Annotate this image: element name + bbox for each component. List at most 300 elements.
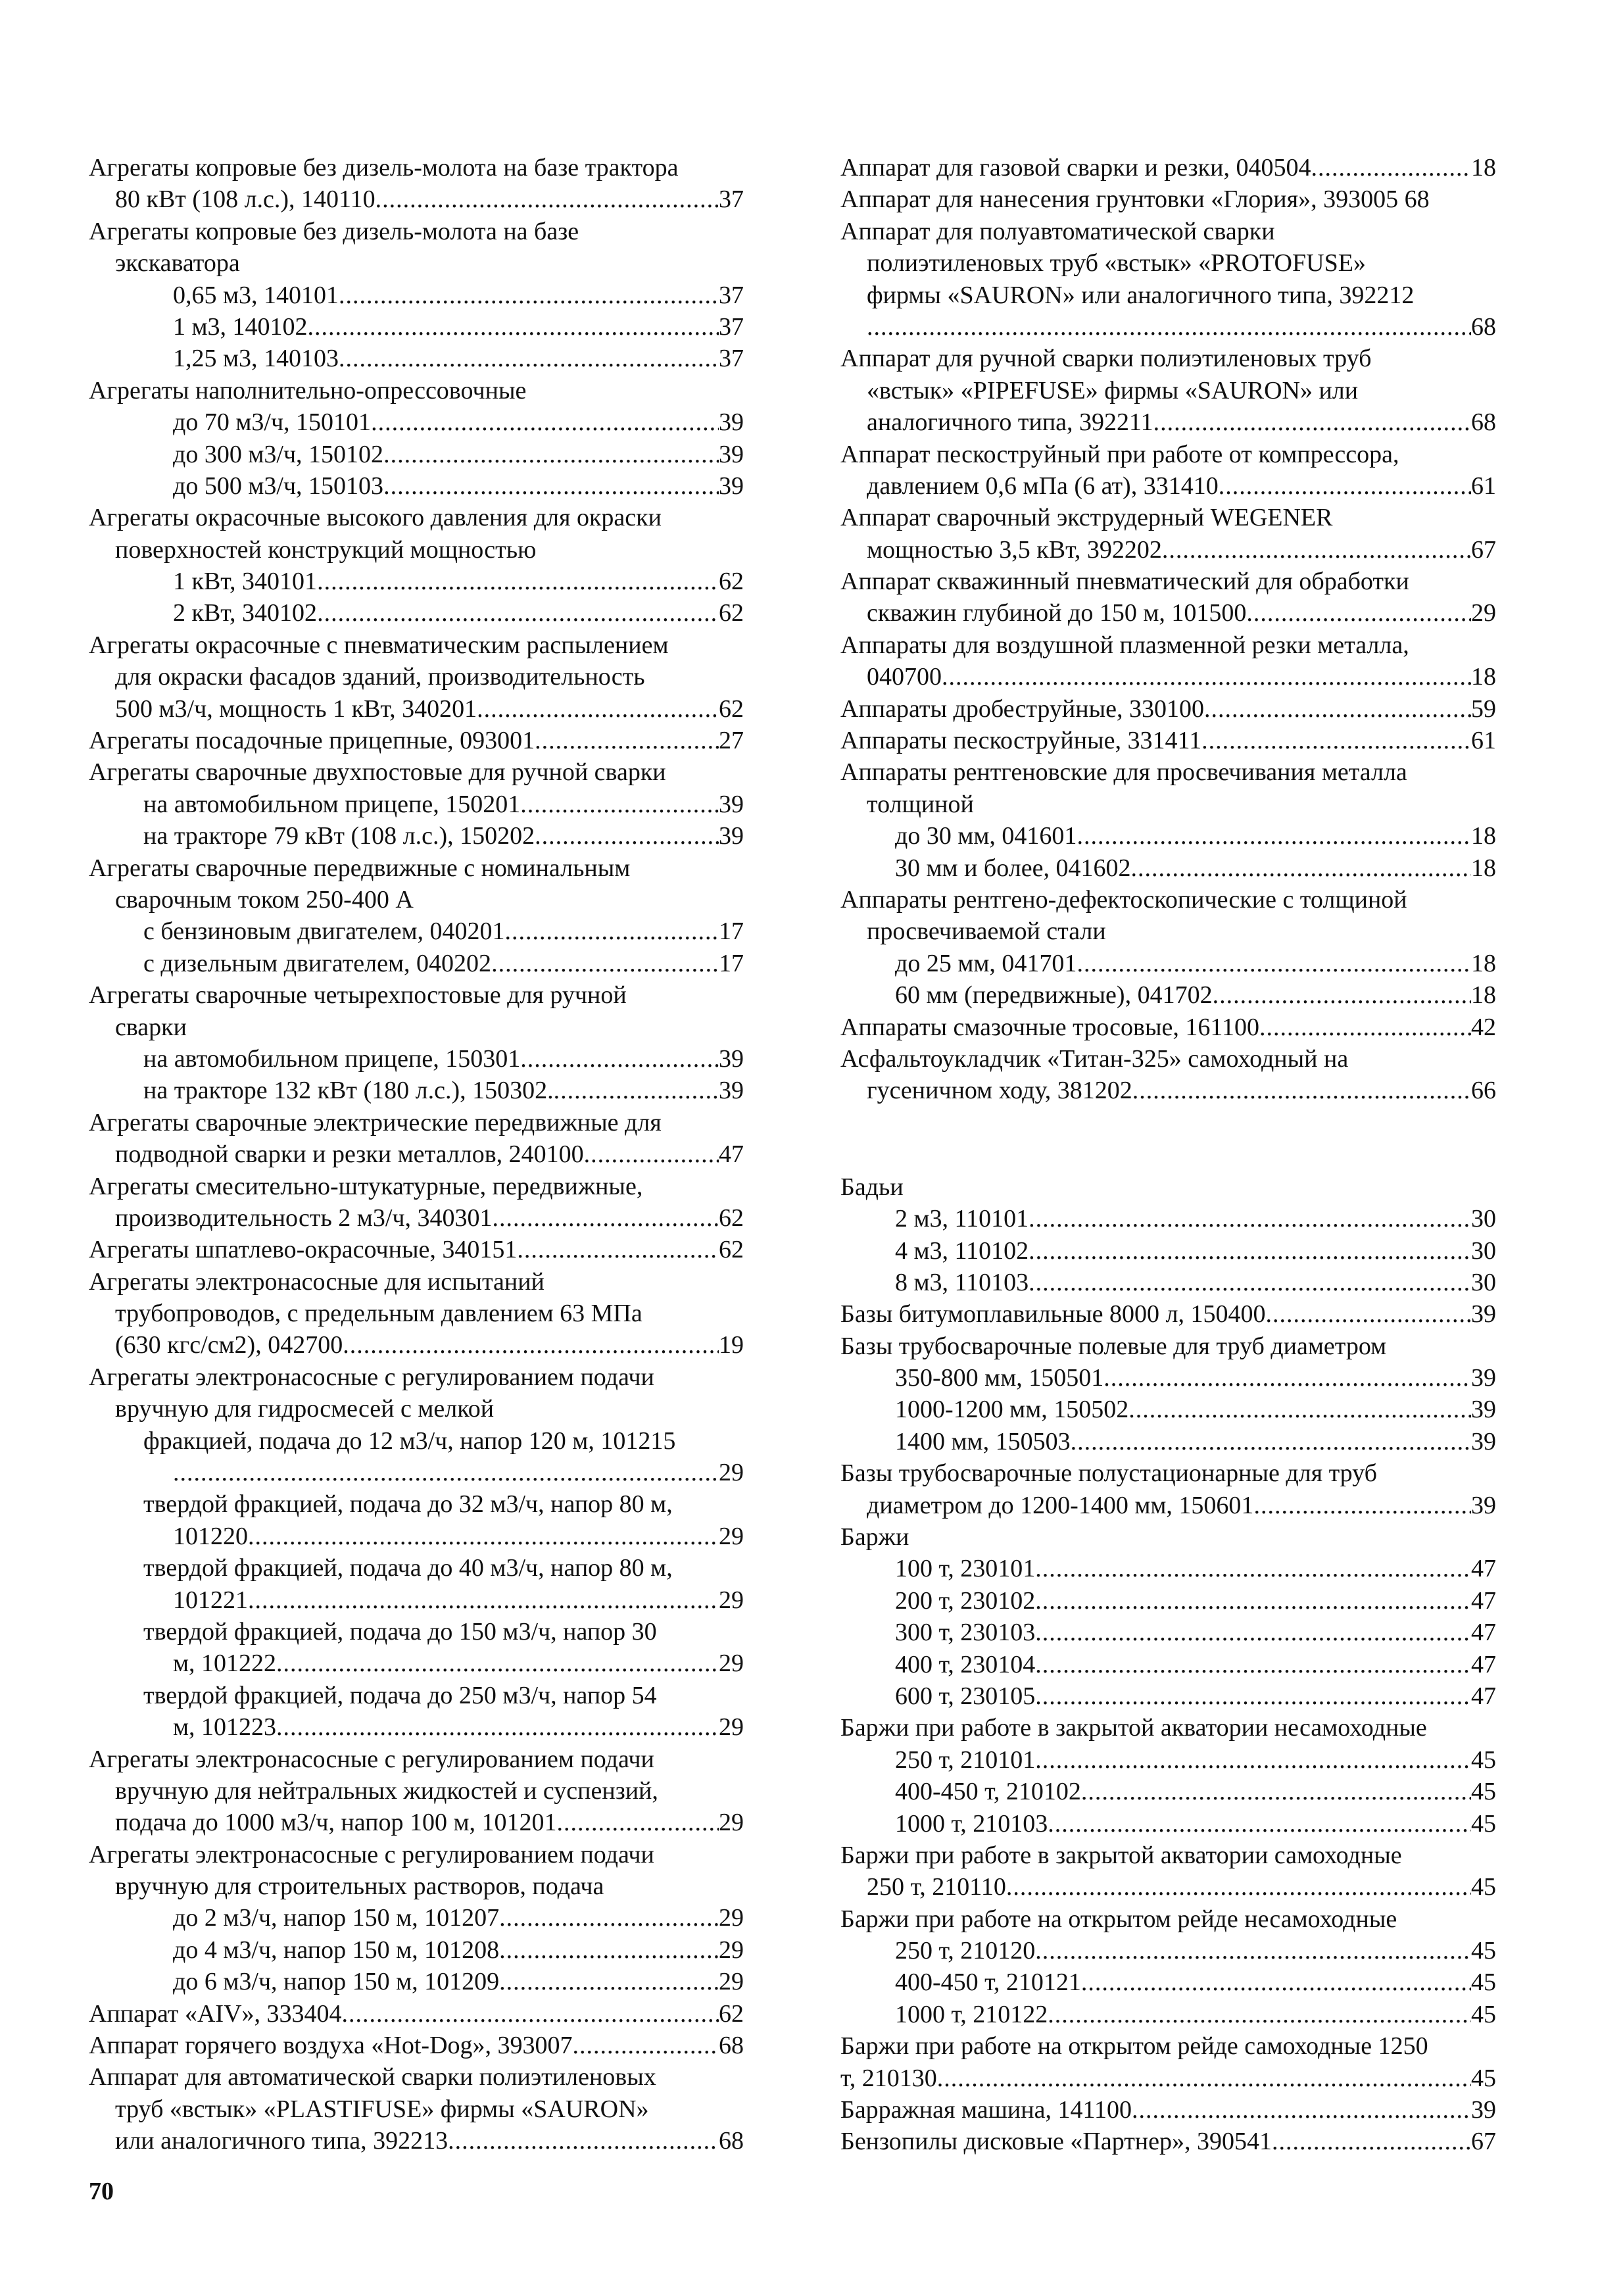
- index-entry: [89, 534, 744, 566]
- dot-leader: [1035, 1680, 1471, 1712]
- entry-page-number: 39: [719, 1077, 744, 1105]
- entry-text: м, 101222: [173, 1649, 277, 1678]
- entry-text: Аппараты рентгено-дефектоскопические с толщиной: [840, 885, 1407, 914]
- entry-text: 4 м3, 110102: [895, 1236, 1029, 1265]
- dot-leader: [1128, 1394, 1471, 1425]
- dot-leader: [1035, 1935, 1471, 1966]
- entry-text: 250 т, 210120: [895, 1937, 1036, 1965]
- index-entry: [840, 1012, 1496, 1043]
- index-entry: [89, 1616, 744, 1648]
- entry-page-number: 68: [719, 2032, 744, 2060]
- entry-page-number: 39: [1471, 1427, 1496, 1455]
- entry-page-number: 62: [719, 599, 744, 627]
- entry-text: Баржи при работе на открытом рейде несамоходные: [840, 1905, 1397, 1933]
- dot-leader: [343, 1329, 719, 1361]
- index-entry: [89, 311, 744, 343]
- index-column-left: [89, 152, 744, 2157]
- entry-page-number: 45: [1471, 1778, 1496, 1806]
- entry-text: твердой фракцией, подача до 32 м3/ч, напор 80 м,: [143, 1490, 673, 1519]
- dot-leader: [248, 1584, 719, 1616]
- entry-page-number: 29: [719, 1936, 744, 1964]
- entry-text: на тракторе 132 кВт (180 л.с.), 150302.: [143, 1077, 554, 1105]
- entry-text: 60 мм (передвижные), 041702: [895, 981, 1213, 1010]
- section-spacer: [840, 1107, 1496, 1139]
- entry-text: подводной сварки и резки металлов, 240100: [115, 1140, 584, 1169]
- entry-text: Аппарат сварочный экструдерный WEGENER: [840, 504, 1333, 532]
- entry-page-number: 39: [1471, 1491, 1496, 1519]
- index-entry: [840, 884, 1496, 916]
- index-entry: [840, 1394, 1496, 1425]
- dot-leader: [554, 1075, 719, 1106]
- index-entry: [840, 566, 1496, 597]
- index-entry: [840, 406, 1496, 438]
- entry-text: фракцией, подача до 12 м3/ч, напор 120 м, 101215: [143, 1427, 676, 1455]
- index-entry: [840, 2063, 1496, 2094]
- entry-text: 1400 мм, 150503: [895, 1427, 1071, 1455]
- index-entry: [89, 756, 744, 788]
- entry-text: до 6 м3/ч, напор 150 м, 101209: [173, 1968, 500, 1996]
- entry-text: 8 м3, 110103: [895, 1268, 1029, 1296]
- index-entry: [840, 1680, 1496, 1712]
- entry-text: 100 т, 230101: [895, 1555, 1036, 1583]
- index-entry: [840, 2094, 1496, 2126]
- dot-leader: [1259, 1012, 1471, 1043]
- entry-page-number: 47: [1471, 1619, 1496, 1647]
- index-entry: [840, 1298, 1496, 1330]
- dot-leader: [1201, 725, 1471, 756]
- entry-text: до 500 м3/ч, 150103: [173, 472, 384, 500]
- index-entry: [89, 597, 744, 629]
- dot-leader: [1006, 1871, 1471, 1903]
- index-entry: [89, 725, 744, 756]
- index-entry: [89, 852, 744, 884]
- entry-page-number: 39: [719, 440, 744, 468]
- index-entry: [840, 1490, 1496, 1521]
- dot-leader: [1035, 1649, 1471, 1680]
- entry-page-number: 29: [719, 1713, 744, 1742]
- dot-leader: [1219, 470, 1471, 502]
- index-entry: [89, 1457, 744, 1488]
- index-entry: [89, 1171, 744, 1202]
- entry-text: Базы трубосварочные полевые для труб диаметром: [840, 1332, 1387, 1360]
- index-entry: [89, 661, 744, 693]
- entry-text: скважин глубиной до 150 м, 101500: [867, 599, 1247, 627]
- index-entry: [840, 311, 1496, 343]
- index-entry: [89, 1648, 744, 1679]
- dot-leader: [1265, 1298, 1471, 1330]
- entry-page-number: 39: [1471, 1396, 1496, 1424]
- entry-page-number: 45: [1471, 1809, 1496, 1838]
- index-entry: [840, 820, 1496, 852]
- entry-page-number: 29: [719, 1649, 744, 1678]
- entry-text: просвечиваемой стали: [867, 917, 1106, 946]
- entry-text: с бензиновым двигателем, 040201: [143, 917, 505, 946]
- entry-text: до 4 м3/ч, напор 150 м, 101208: [173, 1936, 500, 1964]
- index-entry: [840, 375, 1496, 406]
- index-entry: [89, 1934, 744, 1966]
- entry-text: труб «встык» «PLASTIFUSE» фирмы «SAURON»: [115, 2095, 649, 2123]
- index-entry: [89, 216, 744, 247]
- index-entry: [840, 693, 1496, 725]
- entry-text: 350-800 мм, 150501: [895, 1364, 1104, 1392]
- index-entry: [840, 280, 1496, 311]
- dot-leader: [1035, 1553, 1471, 1584]
- index-entry: [840, 1521, 1496, 1553]
- index-entry: [89, 1711, 744, 1743]
- entry-text: на автомобильном прицепе, 150301: [143, 1044, 521, 1073]
- entry-text: м, 101223: [173, 1713, 277, 1742]
- entry-page-number: 19: [719, 1331, 744, 1359]
- dot-leader: [383, 470, 719, 502]
- index-entry: [89, 566, 744, 597]
- entry-text: до 30 мм, 041601: [895, 822, 1077, 850]
- index-entry: [89, 375, 744, 406]
- index-entry: [89, 948, 744, 979]
- index-entry: [89, 1488, 744, 1520]
- dot-leader: [499, 1966, 719, 1997]
- index-entry: [840, 152, 1496, 183]
- index-entry: [89, 502, 744, 533]
- entry-text: твердой фракцией, подача до 40 м3/ч, напор 80 м,: [143, 1554, 673, 1582]
- entry-page-number: 68: [1471, 408, 1496, 437]
- dot-leader: [371, 406, 719, 438]
- index-entry: [89, 183, 744, 215]
- entry-text: 1000 т, 210103: [895, 1809, 1048, 1838]
- entry-text: мощностью 3,5 кВт, 392202: [867, 535, 1162, 564]
- index-entry: [840, 343, 1496, 374]
- index-entry: [840, 1840, 1496, 1871]
- entry-text: 040700: [867, 663, 942, 691]
- entry-text: Агрегаты электронасосные с регулированием подачи: [89, 1363, 654, 1391]
- entry-text: 101220: [173, 1522, 248, 1550]
- index-entry: [840, 1426, 1496, 1457]
- index-entry: [89, 1266, 744, 1298]
- index-entry: [840, 1808, 1496, 1840]
- entry-text: 200 т, 230102: [895, 1586, 1036, 1615]
- index-entry: [89, 1744, 744, 1775]
- entry-text: 1000-1200 мм, 150502: [895, 1396, 1129, 1424]
- index-entry: [89, 1680, 744, 1711]
- entry-text: Аппарат горячего воздуха «Hot-Dog», 393007: [89, 2032, 573, 2060]
- dot-leader: [1035, 1744, 1471, 1776]
- dot-leader: [1132, 1075, 1471, 1106]
- entry-page-number: 39: [719, 408, 744, 437]
- entry-text: 80 кВт (108 л.с.), 140110: [115, 185, 375, 214]
- dot-leader: [499, 1934, 719, 1966]
- dot-leader: [867, 311, 1471, 343]
- index-entry: [840, 439, 1496, 470]
- entry-page-number: 61: [1471, 727, 1496, 755]
- entry-text: производительность 2 м3/ч, 340301: [115, 1204, 493, 1232]
- entry-page-number: 67: [1471, 2128, 1496, 2156]
- dot-leader: [1077, 820, 1471, 852]
- dot-leader: [1048, 1999, 1471, 2030]
- entry-page-number: 47: [719, 1140, 744, 1169]
- index-entry: [840, 1235, 1496, 1267]
- entry-text: Аппараты дробеструйные, 330100: [840, 695, 1204, 723]
- entry-page-number: 62: [719, 695, 744, 723]
- index-entry: [840, 1649, 1496, 1680]
- entry-page-number: 62: [719, 1999, 744, 2028]
- entry-text: Аппараты смазочные тросовые, 161100: [840, 1013, 1259, 1041]
- entry-text: Бензопилы дисковые «Партнер», 390541: [840, 2128, 1272, 2156]
- dot-leader: [1311, 152, 1471, 183]
- dot-leader: [1035, 1617, 1471, 1648]
- dot-leader: [317, 597, 719, 629]
- dot-leader: [1103, 1362, 1471, 1394]
- entry-text: аналогичного типа, 392211: [867, 408, 1153, 437]
- entry-text: трубопроводов, с предельным давлением 63 МПа: [115, 1300, 642, 1328]
- entry-text: твердой фракцией, подача до 150 м3/ч, напор 30: [143, 1617, 657, 1646]
- entry-text: Бадьи: [840, 1173, 904, 1201]
- entry-page-number: 37: [719, 281, 744, 309]
- dot-leader: [448, 2125, 719, 2157]
- entry-text: Аппарат пескоструйный при работе от компрессора,: [840, 440, 1399, 468]
- index-entry: [89, 2061, 744, 2093]
- index-entry: [840, 247, 1496, 279]
- entry-text: для окраски фасадов зданий, производительность: [115, 663, 645, 691]
- entry-text: Асфальтоукладчик «Титан-325» самоходный на: [840, 1044, 1349, 1073]
- index-entry: [89, 916, 744, 947]
- index-entry: [89, 1552, 744, 1584]
- index-entry: [840, 852, 1496, 884]
- entry-page-number: 39: [1471, 1300, 1496, 1329]
- index-entry: [840, 1171, 1496, 1203]
- dot-leader: [1204, 693, 1471, 725]
- entry-page-number: 30: [1471, 1236, 1496, 1265]
- entry-text: 30 мм и более, 041602: [895, 854, 1131, 882]
- entry-page-number: 39: [719, 790, 744, 818]
- entry-text: Агрегаты окрасочные высокого давления для окраски: [89, 504, 662, 532]
- index-entry: [840, 979, 1496, 1011]
- index-entry: [89, 693, 744, 725]
- index-entry: [840, 1903, 1496, 1935]
- index-entry: [840, 1585, 1496, 1617]
- index-entry: [89, 1902, 744, 1934]
- index-entry: [89, 470, 744, 502]
- entry-page-number: 18: [1471, 949, 1496, 977]
- entry-text: Аппарат скважинный пневматический для обработки: [840, 568, 1409, 596]
- index-entry: [89, 1138, 744, 1170]
- entry-text: Агрегаты копровые без дизель-молота на базе трактора: [89, 154, 679, 182]
- index-entry: [89, 789, 744, 820]
- entry-text: Агрегаты электронасосные с регулированием подачи: [89, 1745, 654, 1773]
- entry-text: твердой фракцией, подача до 250 м3/ч, напор 54: [143, 1681, 657, 1709]
- index-entry: [840, 216, 1496, 247]
- index-entry: [89, 343, 744, 374]
- entry-text: на автомобильном прицепе, 150201: [143, 790, 521, 818]
- index-entry: [89, 1202, 744, 1234]
- section-spacer: [840, 1139, 1496, 1171]
- index-entry: [840, 1267, 1496, 1298]
- entry-text: сварочным током 250-400 А: [115, 885, 414, 914]
- entry-page-number: 39: [1471, 2096, 1496, 2124]
- dot-leader: [584, 1138, 719, 1170]
- entry-text: на тракторе 79 кВт (108 л.с.), 150202: [143, 822, 535, 850]
- index-entry: [840, 1744, 1496, 1776]
- entry-text: Барражная машина, 141100: [840, 2096, 1132, 2124]
- index-entry: [840, 2126, 1496, 2157]
- index-entry: [840, 661, 1496, 693]
- entry-page-number: 17: [719, 917, 744, 946]
- dot-leader: [520, 1043, 719, 1075]
- entry-text: 250 т, 210101: [895, 1746, 1036, 1774]
- entry-text: Баржи: [840, 1523, 909, 1551]
- entry-page-number: 18: [1471, 154, 1496, 182]
- entry-text: подача до 1000 м3/ч, напор 100 м, 101201: [115, 1809, 557, 1837]
- entry-text: 300 т, 230103: [895, 1619, 1036, 1647]
- dot-leader: [520, 789, 719, 820]
- index-entry: [89, 1393, 744, 1425]
- entry-text: 2 м3, 110101: [895, 1205, 1029, 1233]
- entry-text: вручную для строительных растворов, подача: [115, 1872, 604, 1901]
- dot-leader: [1246, 597, 1471, 629]
- entry-text: 500 м3/ч, мощность 1 кВт, 340201: [115, 695, 477, 723]
- index-entry: [840, 1331, 1496, 1362]
- entry-text: 400 т, 230104: [895, 1650, 1036, 1678]
- index-entry: [89, 1298, 744, 1329]
- entry-text: экскаватора: [115, 249, 240, 278]
- dot-leader: [317, 566, 719, 597]
- index-entry: [89, 884, 744, 916]
- dot-leader: [499, 1902, 719, 1934]
- index-entry: [89, 1234, 744, 1265]
- entry-text: до 2 м3/ч, напор 150 м, 101207: [173, 1904, 500, 1932]
- entry-page-number: 30: [1471, 1268, 1496, 1296]
- entry-page-number: 39: [719, 1044, 744, 1073]
- entry-text: толщиной: [867, 790, 974, 818]
- entry-text: 0,65 м3, 140101: [173, 281, 339, 309]
- entry-page-number: 18: [1471, 663, 1496, 691]
- entry-text: Баржи при работе на открытом рейде самоходные 1250: [840, 2032, 1428, 2061]
- entry-text: (630 кгс/см2), 042700: [115, 1331, 343, 1359]
- entry-page-number: 45: [1471, 2064, 1496, 2092]
- entry-page-number: 37: [719, 345, 744, 373]
- dot-leader: [505, 916, 719, 947]
- dot-leader: [942, 661, 1471, 693]
- entry-page-number: 45: [1471, 1746, 1496, 1774]
- index-entry: [840, 183, 1496, 215]
- index-entry: [89, 1361, 744, 1393]
- entry-page-number: 45: [1471, 1873, 1496, 1901]
- entry-page-number: 45: [1471, 1968, 1496, 1997]
- entry-page-number: 37: [719, 312, 744, 341]
- dot-leader: [375, 183, 719, 215]
- index-entry: [840, 1362, 1496, 1394]
- entry-text: 1 кВт, 340101: [173, 568, 318, 596]
- entry-page-number: 47: [1471, 1586, 1496, 1615]
- entry-text: или аналогичного типа, 392213: [115, 2127, 448, 2155]
- index-entry: [89, 979, 744, 1011]
- entry-page-number: 29: [719, 1968, 744, 1996]
- index-entry: [840, 2030, 1496, 2062]
- entry-page-number: 29: [719, 1522, 744, 1550]
- entry-text: Агрегаты наполнительно-опрессовочные: [89, 376, 527, 404]
- dot-leader: [1029, 1203, 1471, 1234]
- dot-leader: [1077, 948, 1471, 979]
- entry-page-number: 67: [1471, 535, 1496, 564]
- entry-page-number: 29: [719, 1586, 744, 1614]
- entry-text: сварки: [115, 1013, 187, 1041]
- index-entry: [840, 1999, 1496, 2030]
- index-entry: [840, 629, 1496, 661]
- entry-text: вручную для гидросмесей с мелкой: [115, 1395, 495, 1423]
- entry-page-number: 66: [1471, 1077, 1496, 1105]
- entry-page-number: 42: [1471, 1013, 1496, 1041]
- entry-text: 2 кВт, 340102: [173, 599, 318, 627]
- index-entry: [840, 470, 1496, 502]
- entry-page-number: 18: [1471, 822, 1496, 850]
- index-entry: [89, 2125, 744, 2157]
- index-entry: [89, 439, 744, 470]
- entry-text: Аппараты для воздушной плазменной резки металла,: [840, 631, 1409, 659]
- dot-leader: [342, 1998, 719, 2030]
- entry-page-number: 62: [719, 1236, 744, 1264]
- index-entry: [840, 1457, 1496, 1489]
- entry-page-number: 39: [719, 472, 744, 500]
- dot-leader: [1253, 1490, 1471, 1521]
- entry-text: 600 т, 230105: [895, 1682, 1036, 1710]
- index-entry: [89, 2093, 744, 2125]
- index-entry: [840, 1043, 1496, 1075]
- dot-leader: [493, 1202, 719, 1234]
- index-entry: [840, 1871, 1496, 1903]
- index-entry: [89, 1584, 744, 1616]
- dot-leader: [1048, 1808, 1471, 1840]
- entry-text: давлением 0,6 мПа (6 ат), 331410: [867, 472, 1219, 500]
- entry-text: Аппарат для ручной сварки полиэтиленовых труб: [840, 345, 1372, 373]
- entry-text: Агрегаты электронасосные с регулированием подачи: [89, 1840, 654, 1869]
- entry-text: Агрегаты копровые без дизель-молота на базе: [89, 217, 579, 245]
- dot-leader: [1153, 406, 1471, 438]
- index-entry: [840, 1712, 1496, 1744]
- entry-text: до 300 м3/ч, 150102: [173, 440, 384, 468]
- entry-text: гусеничном ходу, 381202: [867, 1077, 1132, 1105]
- entry-text: Баржи при работе в закрытой акватории самоходные: [840, 1841, 1402, 1869]
- index-entry: [840, 725, 1496, 756]
- dot-leader: [339, 280, 719, 311]
- index-entry: [840, 1075, 1496, 1106]
- dot-leader: [1029, 1267, 1471, 1298]
- index-entry: [89, 1775, 744, 1807]
- entry-page-number: 45: [1471, 2000, 1496, 2028]
- dot-leader: [1081, 1966, 1471, 1998]
- index-entry: [89, 629, 744, 661]
- dot-leader: [248, 1521, 719, 1552]
- dot-leader: [535, 725, 719, 756]
- entry-text: 1,25 м3, 140103: [173, 345, 339, 373]
- index-entry: [840, 597, 1496, 629]
- entry-page-number: 29: [719, 1904, 744, 1932]
- entry-text: Аппараты рентгеновские для просвечивания металла: [840, 758, 1407, 787]
- entry-page-number: 68: [1471, 312, 1496, 341]
- entry-text: 101221: [173, 1586, 248, 1614]
- entry-page-number: 47: [1471, 1682, 1496, 1710]
- entry-page-number: 45: [1471, 1937, 1496, 1965]
- entry-page-number: 18: [1471, 981, 1496, 1010]
- entry-page-number: 62: [719, 1204, 744, 1232]
- entry-page-number: 30: [1471, 1205, 1496, 1233]
- entry-text: Агрегаты сварочные двухпостовые для ручной сварки: [89, 758, 666, 787]
- entry-page-number: 47: [1471, 1555, 1496, 1583]
- index-entry: [840, 1553, 1496, 1584]
- dot-leader: [557, 1807, 719, 1838]
- entry-text: поверхностей конструкций мощностью: [115, 535, 537, 564]
- entry-page-number: 29: [719, 1809, 744, 1837]
- entry-text: «встык» «PIPEFUSE» фирмы «SAURON» или: [867, 376, 1359, 404]
- dot-leader: [535, 820, 719, 852]
- entry-page-number: 27: [719, 727, 744, 755]
